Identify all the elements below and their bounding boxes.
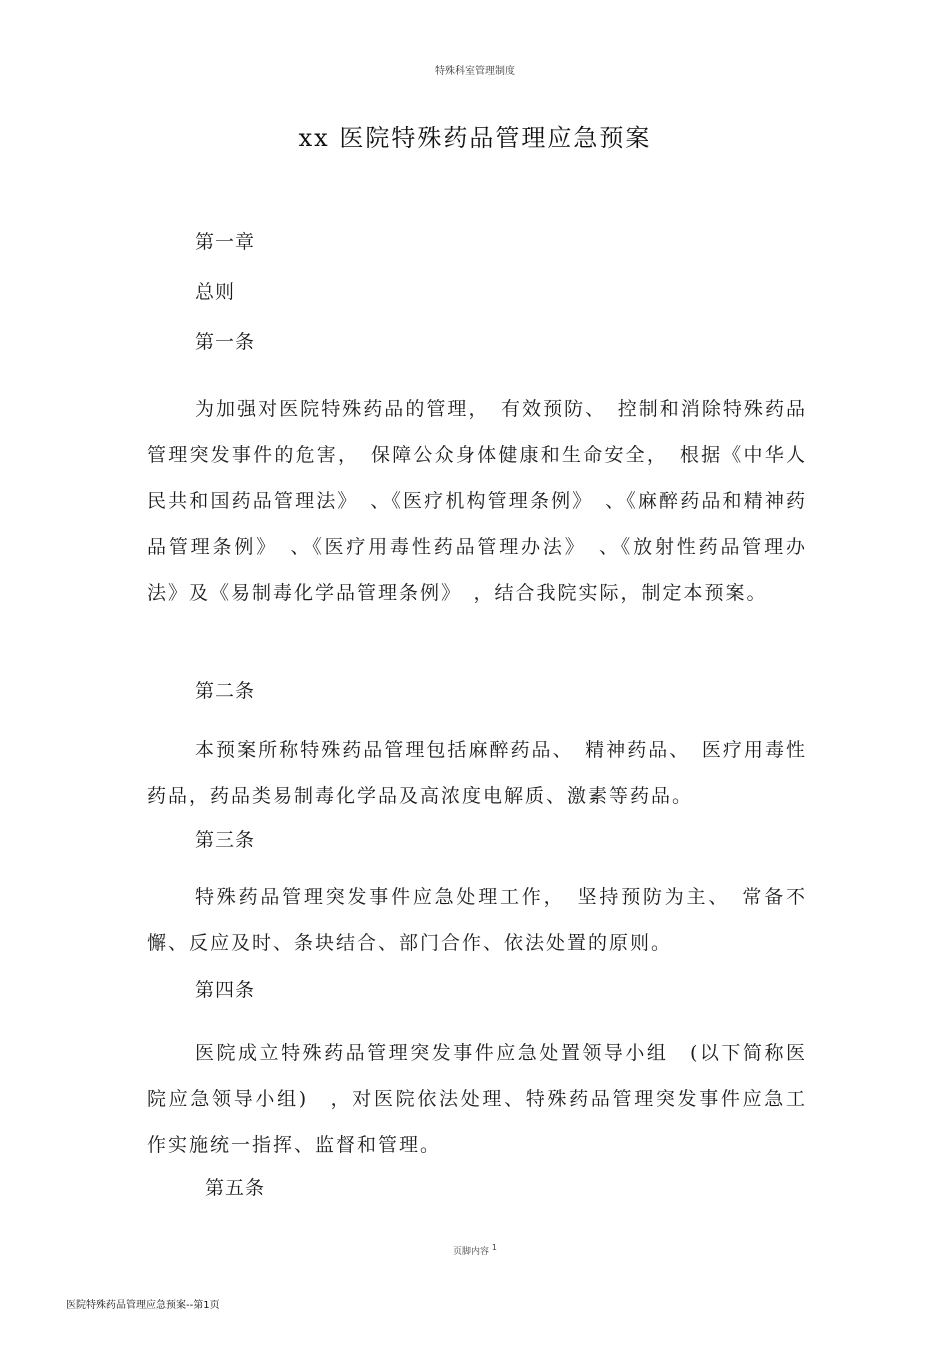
document-page-label: 医院特殊药品管理应急预案--第1页 xyxy=(66,1300,220,1311)
article-3-label: 第三条 xyxy=(195,829,256,851)
page-number: 1 xyxy=(491,1243,497,1252)
chapter-number: 第一章 xyxy=(195,231,256,253)
article-5-label: 第五条 xyxy=(205,1177,266,1199)
article-4-label: 第四条 xyxy=(195,979,256,1001)
article-3-text: 特殊药品管理突发事件应急处理工作， 坚持预防为主、 常备不懈、反应及时、条块结合、部门合作、依法处置的原则。 xyxy=(147,886,807,954)
article-1-label: 第一条 xyxy=(195,331,256,353)
footer-text: 页脚内容 xyxy=(453,1247,490,1257)
article-2-label: 第二条 xyxy=(195,680,256,702)
document-title: xx 医院特殊药品管理应急预案 xyxy=(298,124,652,152)
chapter-name: 总则 xyxy=(195,281,236,303)
page-footer xyxy=(0,1243,950,1257)
article-1-text: 为加强对医院特殊药品的管理， 有效预防、 控制和消除特殊药品管理突发事件的危害， 保障公众身体健康和生命安全， 根据《中华人民共和国药品管理法》 、《医疗机构管理条例》 、《麻醉药品和精神药品管理条例》 、《医疗用毒性药品管理办法》 、《放射性药品管理办法》及《易制毒化学品管理条例》 ，结合我院实际，制定本预案。 xyxy=(147,398,807,604)
running-header: 特殊科室管理制度 xyxy=(435,66,515,77)
article-4-text: 医院成立特殊药品管理突发事件应急处置领导小组 (以下简称医院应急领导小组) ，对医院依法处理、特殊药品管理突发事件应急工作实施统一指挥、监督和管理。 xyxy=(147,1042,807,1156)
article-2-text: 本预案所称特殊药品管理包括麻醉药品、 精神药品、 医疗用毒性药品，药品类易制毒化学品及高浓度电解质、激素等药品。 xyxy=(147,739,807,807)
